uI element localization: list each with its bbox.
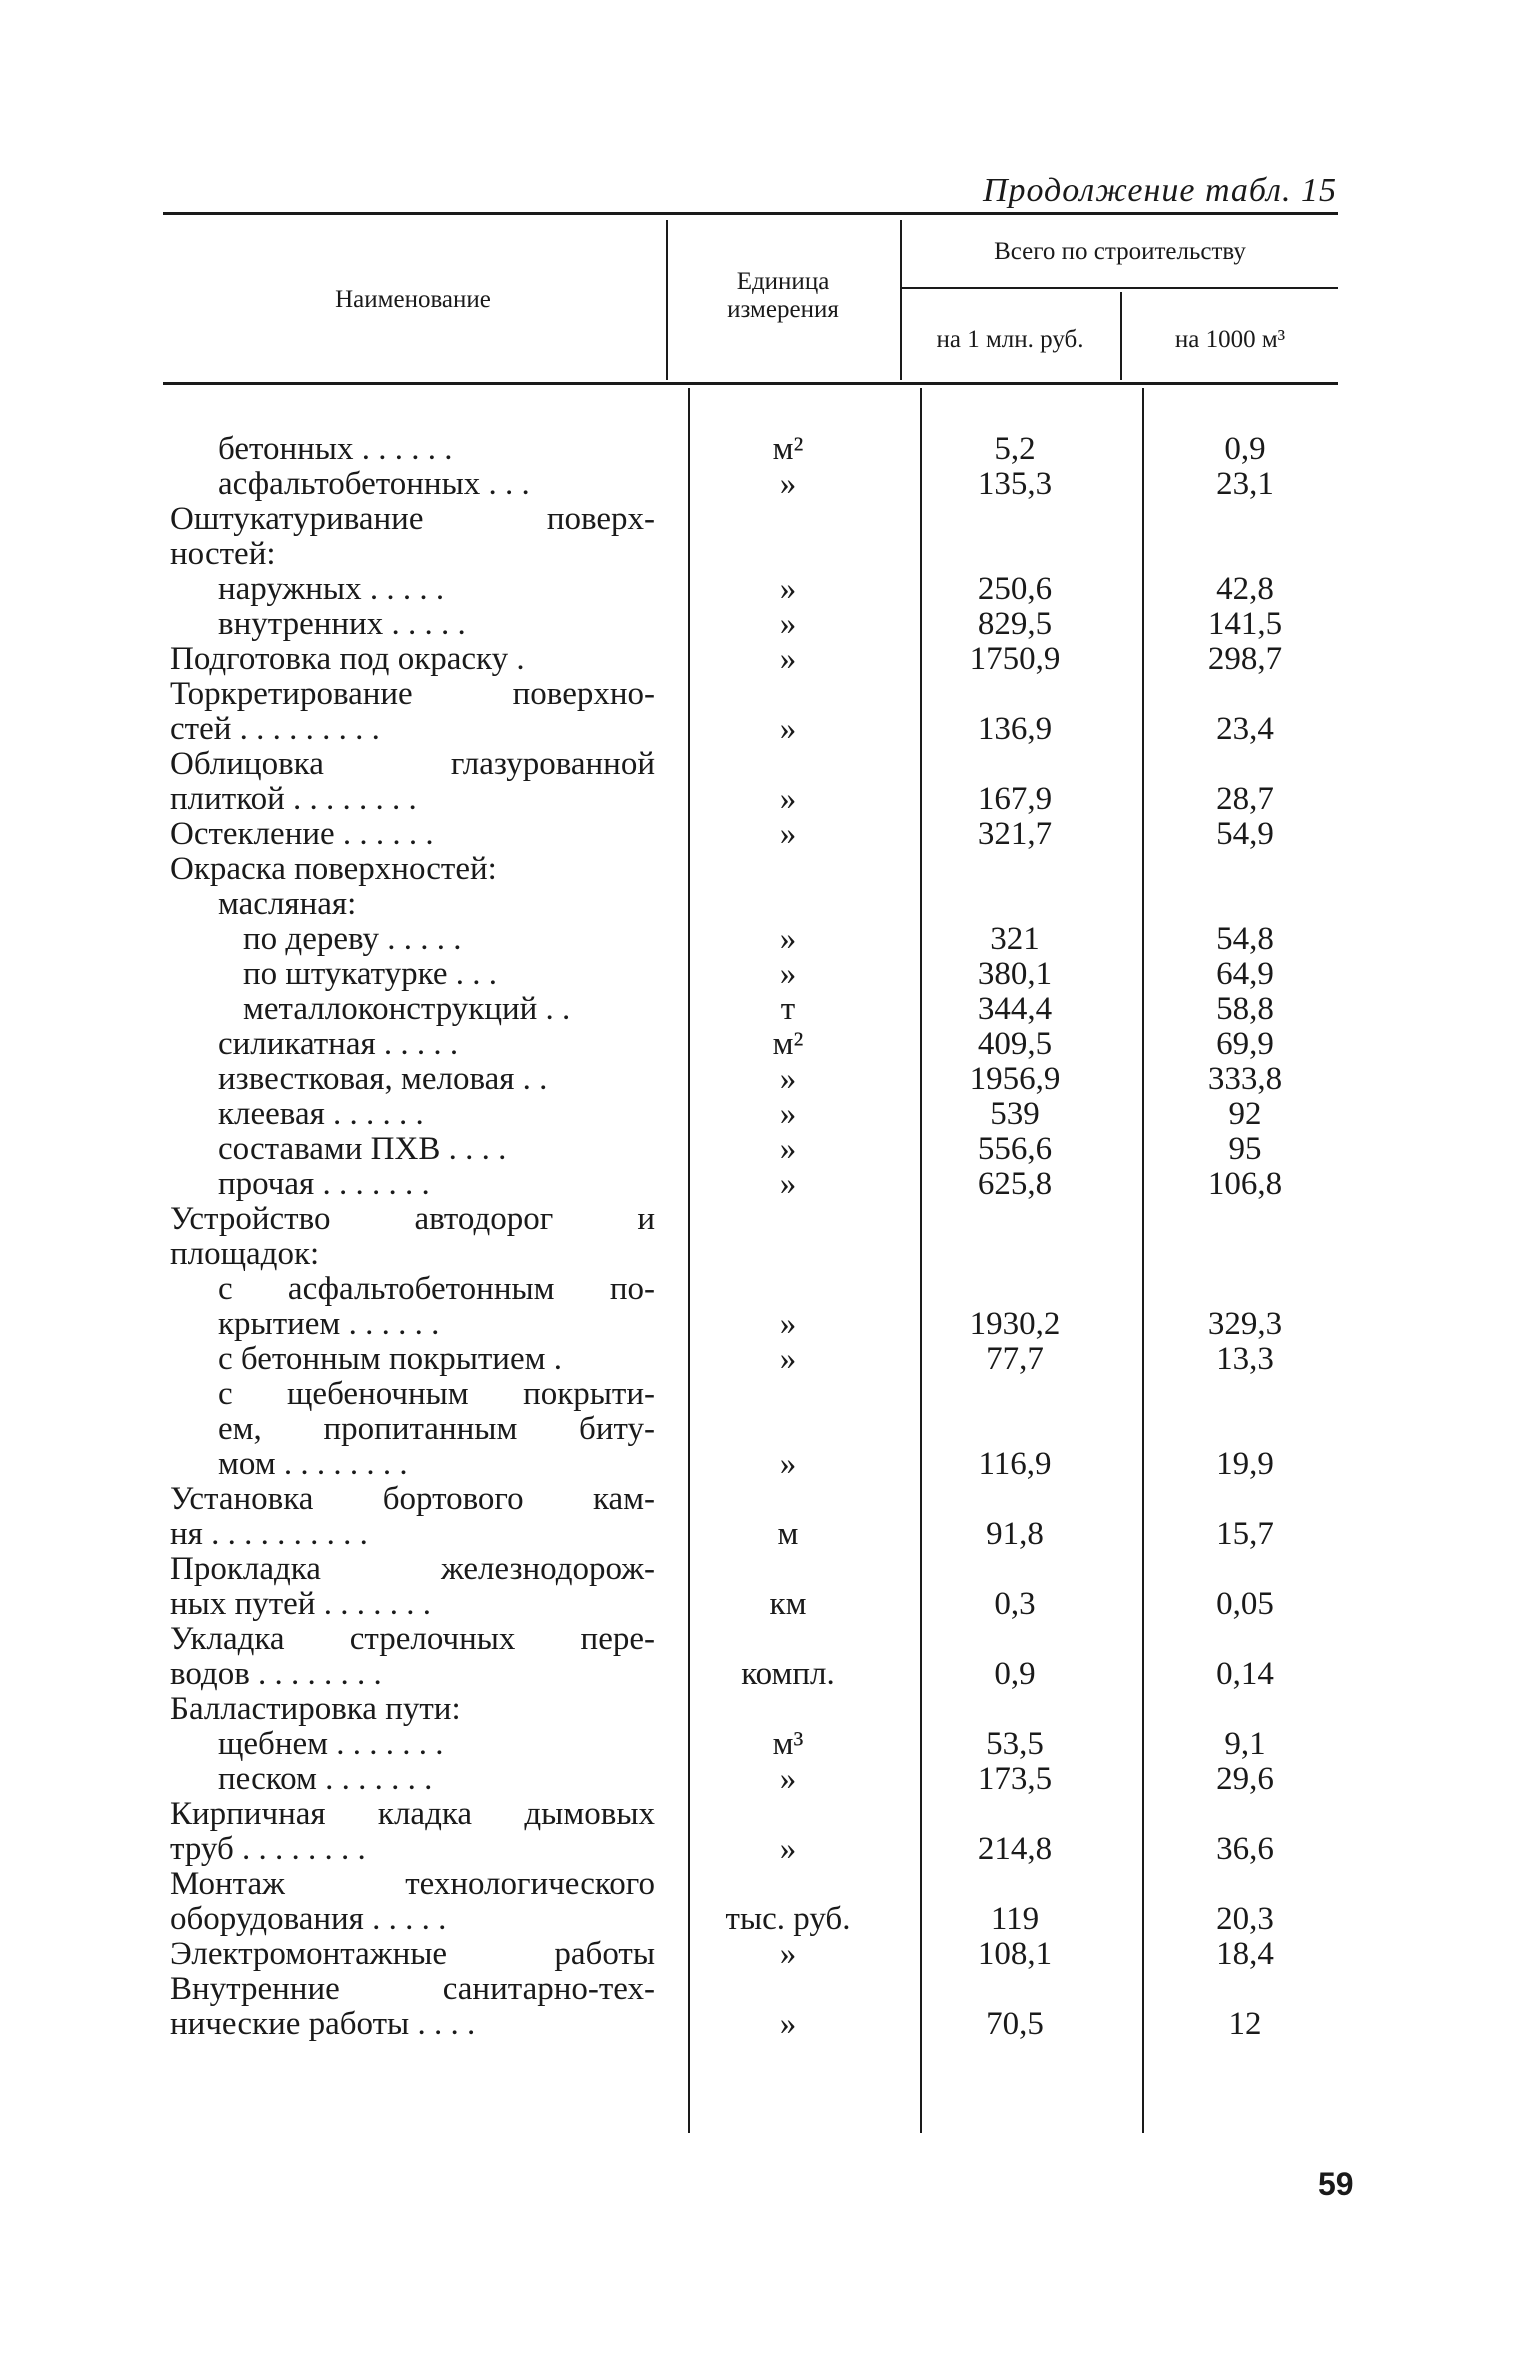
row-value-per-million: 409,5 xyxy=(977,1026,1053,1062)
row-value-per-1000: 19,9 xyxy=(1216,1446,1274,1482)
row-name-text: с щебеночным покрыти- xyxy=(218,1376,655,1412)
row-name-text: мом . . . . . . . . xyxy=(218,1446,408,1482)
row-unit: » xyxy=(779,1061,797,1097)
header-bottom-rule xyxy=(163,382,1338,385)
row-name-text: Установка бортового кам- xyxy=(170,1481,655,1517)
table-row xyxy=(0,1167,1535,1202)
row-name-text: прочая . . . . . . . xyxy=(218,1166,430,1202)
row-name-text: по дереву . . . . . xyxy=(243,921,462,957)
row-value-per-1000: 42,8 xyxy=(1216,571,1274,607)
row-name-text: с бетонным покрытием . xyxy=(218,1341,562,1377)
row-unit: » xyxy=(779,1306,797,1342)
header-unit xyxy=(668,268,898,324)
row-value-per-million: 539 xyxy=(990,1096,1040,1132)
table-row xyxy=(0,1832,1535,1867)
table-row xyxy=(0,537,1535,572)
header-per-1000: на 1000 м³ xyxy=(1174,326,1286,353)
table-row xyxy=(0,1622,1535,1657)
row-value-per-million: 556,6 xyxy=(977,1131,1053,1167)
table-row xyxy=(0,432,1535,467)
row-name-text: водов . . . . . . . . xyxy=(170,1656,382,1692)
row-name-text: Балластировка пути: xyxy=(170,1691,461,1727)
row-value-per-1000: 0,05 xyxy=(1216,1586,1274,1622)
header-unit-line1: Единица xyxy=(736,268,830,295)
table-row xyxy=(0,467,1535,502)
header-per-million: на 1 млн. руб. xyxy=(936,326,1084,353)
row-value-per-million: 214,8 xyxy=(977,1831,1053,1867)
row-name-text: Окраска поверхностей: xyxy=(170,851,497,887)
table-row xyxy=(0,1202,1535,1237)
table-row xyxy=(0,607,1535,642)
row-name-text: стей . . . . . . . . . xyxy=(170,711,380,747)
row-value-per-1000: 29,6 xyxy=(1216,1761,1274,1797)
row-unit: м² xyxy=(772,1026,804,1062)
row-name-text: Устройство автодорог и xyxy=(170,1201,655,1237)
row-name-text: металлоконструкций . . xyxy=(243,991,571,1027)
table-row xyxy=(0,1062,1535,1097)
row-value-per-1000: 92 xyxy=(1228,1096,1262,1132)
row-unit: т xyxy=(780,991,796,1027)
row-name-text: бетонных . . . . . . xyxy=(218,431,453,467)
row-unit: » xyxy=(779,1341,797,1377)
row-value-per-million: 77,7 xyxy=(986,1341,1044,1377)
row-name-text: с асфальтобетонным по- xyxy=(218,1271,655,1307)
row-name-text: площадок: xyxy=(170,1236,320,1272)
table-row xyxy=(0,817,1535,852)
row-name-text: известковая, меловая . . xyxy=(218,1061,548,1097)
row-value-per-million: 250,6 xyxy=(977,571,1053,607)
row-name-text: клеевая . . . . . . xyxy=(218,1096,424,1132)
row-unit: » xyxy=(779,781,797,817)
row-value-per-1000: 36,6 xyxy=(1216,1831,1274,1867)
row-value-per-million: 119 xyxy=(990,1901,1040,1937)
row-unit: » xyxy=(779,1446,797,1482)
row-name-text: щебнем . . . . . . . xyxy=(218,1726,444,1762)
row-unit: » xyxy=(779,1761,797,1797)
table-row xyxy=(0,677,1535,712)
row-name-text: нические работы . . . . xyxy=(170,2006,476,2042)
table-caption: Продолжение табл. 15 xyxy=(982,172,1337,209)
row-unit: км xyxy=(769,1586,807,1622)
table-row xyxy=(0,992,1535,1027)
row-name-text: масляная: xyxy=(218,886,357,922)
header-unit-line2: измерения xyxy=(727,296,839,323)
row-value-per-million: 53,5 xyxy=(986,1726,1044,1762)
table-row xyxy=(0,1377,1535,1412)
row-unit: » xyxy=(779,1131,797,1167)
row-unit: м³ xyxy=(772,1726,804,1762)
row-name-text: по штукатурке . . . xyxy=(243,956,497,992)
table-row xyxy=(0,2007,1535,2042)
table-row xyxy=(0,1342,1535,1377)
row-name-text: составами ПХВ . . . . xyxy=(218,1131,507,1167)
table-row xyxy=(0,957,1535,992)
row-unit: » xyxy=(779,2006,797,2042)
row-value-per-million: 380,1 xyxy=(977,956,1053,992)
row-name-text: оборудования . . . . . xyxy=(170,1901,447,1937)
table-row xyxy=(0,887,1535,922)
table-row xyxy=(0,1797,1535,1832)
table-row xyxy=(0,1132,1535,1167)
row-name-text: Торкретирование поверхно- xyxy=(170,676,655,712)
table-body xyxy=(0,432,1535,2042)
row-unit: » xyxy=(779,1831,797,1867)
row-name-text: Подготовка под окраску . xyxy=(170,641,525,677)
row-value-per-million: 108,1 xyxy=(977,1936,1053,1972)
row-value-per-million: 1930,2 xyxy=(969,1306,1061,1342)
row-value-per-million: 136,9 xyxy=(977,711,1053,747)
table-row xyxy=(0,642,1535,677)
row-name-text: песком . . . . . . . xyxy=(218,1761,433,1797)
row-value-per-million: 321 xyxy=(990,921,1040,957)
row-name-text: Оштукатуривание поверх- xyxy=(170,501,655,537)
table-row xyxy=(0,1237,1535,1272)
row-value-per-1000: 106,8 xyxy=(1207,1166,1283,1202)
table-row xyxy=(0,1727,1535,1762)
table-row xyxy=(0,1307,1535,1342)
table-row xyxy=(0,502,1535,537)
table-row xyxy=(0,1412,1535,1447)
table-top-rule xyxy=(163,212,1338,215)
table-row xyxy=(0,1937,1535,1972)
row-unit: » xyxy=(779,1936,797,1972)
row-value-per-1000: 12 xyxy=(1228,2006,1262,2042)
row-value-per-1000: 18,4 xyxy=(1216,1936,1274,1972)
table-row xyxy=(0,1552,1535,1587)
header-name: Наименование xyxy=(335,286,491,313)
row-unit: тыс. руб. xyxy=(725,1901,851,1937)
row-name-text: Внутренние санитарно-тех- xyxy=(170,1971,655,2007)
row-value-per-1000: 333,8 xyxy=(1207,1061,1283,1097)
row-value-per-million: 116,9 xyxy=(978,1446,1052,1482)
table-row xyxy=(0,1867,1535,1902)
row-unit: » xyxy=(779,1096,797,1132)
row-name-text: плиткой . . . . . . . . xyxy=(170,781,417,817)
table-row xyxy=(0,572,1535,607)
row-value-per-million: 5,2 xyxy=(994,431,1036,467)
row-name-text: ем, пропитанным биту- xyxy=(218,1411,655,1447)
row-name-text: ня . . . . . . . . . . xyxy=(170,1516,368,1552)
row-value-per-1000: 28,7 xyxy=(1216,781,1274,817)
row-value-per-1000: 15,7 xyxy=(1216,1516,1274,1552)
row-unit: компл. xyxy=(741,1656,835,1692)
row-value-per-1000: 0,14 xyxy=(1216,1656,1274,1692)
row-value-per-1000: 23,4 xyxy=(1216,711,1274,747)
header-total-group: Всего по строительству xyxy=(994,238,1246,265)
row-name-text: ностей: xyxy=(170,536,276,572)
row-name-text: Остекление . . . . . . xyxy=(170,816,434,852)
row-value-per-1000: 64,9 xyxy=(1216,956,1274,992)
table-row xyxy=(0,1447,1535,1482)
row-value-per-million: 1956,9 xyxy=(969,1061,1061,1097)
row-value-per-million: 344,4 xyxy=(977,991,1053,1027)
row-unit: м xyxy=(777,1516,799,1552)
row-unit: » xyxy=(779,921,797,957)
row-value-per-1000: 20,3 xyxy=(1216,1901,1274,1937)
row-value-per-million: 625,8 xyxy=(977,1166,1053,1202)
row-value-per-million: 0,9 xyxy=(994,1656,1036,1692)
row-name-text: Прокладка железнодорож- xyxy=(170,1551,655,1587)
row-unit: » xyxy=(779,641,797,677)
row-value-per-million: 829,5 xyxy=(977,606,1053,642)
table-row xyxy=(0,1762,1535,1797)
table-row xyxy=(0,922,1535,957)
table-row xyxy=(0,1902,1535,1937)
row-name-text: асфальтобетонных . . . xyxy=(218,466,530,502)
row-value-per-million: 1750,9 xyxy=(969,641,1061,677)
row-unit: м² xyxy=(772,431,804,467)
row-name-text: крытием . . . . . . xyxy=(218,1306,440,1342)
row-unit: » xyxy=(779,711,797,747)
row-unit: » xyxy=(779,606,797,642)
row-value-per-million: 167,9 xyxy=(977,781,1053,817)
row-unit: » xyxy=(779,466,797,502)
row-unit: » xyxy=(779,956,797,992)
row-value-per-million: 0,3 xyxy=(994,1586,1036,1622)
row-name-text: Электромонтажные работы xyxy=(170,1936,655,1972)
row-value-per-1000: 69,9 xyxy=(1216,1026,1274,1062)
row-value-per-1000: 298,7 xyxy=(1207,641,1283,677)
table-row xyxy=(0,1027,1535,1062)
row-value-per-million: 70,5 xyxy=(986,2006,1044,2042)
row-name-text: труб . . . . . . . . xyxy=(170,1831,366,1867)
row-value-per-million: 321,7 xyxy=(977,816,1053,852)
table-row xyxy=(0,852,1535,887)
row-name-text: наружных . . . . . xyxy=(218,571,445,607)
row-name-text: силикатная . . . . . xyxy=(218,1026,459,1062)
row-value-per-1000: 329,3 xyxy=(1207,1306,1283,1342)
row-value-per-million: 173,5 xyxy=(977,1761,1053,1797)
row-value-per-1000: 9,1 xyxy=(1224,1726,1266,1762)
row-name-text: Кирпичная кладка дымовых xyxy=(170,1796,655,1832)
row-unit: » xyxy=(779,816,797,852)
table-row xyxy=(0,1972,1535,2007)
table-row xyxy=(0,1517,1535,1552)
table-row xyxy=(0,782,1535,817)
table-row xyxy=(0,1097,1535,1132)
row-name-text: Укладка стрелочных пере- xyxy=(170,1621,655,1657)
row-value-per-1000: 0,9 xyxy=(1224,431,1266,467)
table-row xyxy=(0,747,1535,782)
row-name-text: внутренних . . . . . xyxy=(218,606,466,642)
row-value-per-1000: 13,3 xyxy=(1216,1341,1274,1377)
page-number: 59 xyxy=(1318,2166,1354,2202)
row-value-per-1000: 95 xyxy=(1228,1131,1262,1167)
table-row xyxy=(0,1482,1535,1517)
row-value-per-1000: 54,8 xyxy=(1216,921,1274,957)
row-unit: » xyxy=(779,571,797,607)
row-value-per-million: 91,8 xyxy=(986,1516,1044,1552)
row-value-per-1000: 23,1 xyxy=(1216,466,1274,502)
table-row xyxy=(0,1692,1535,1727)
row-name-text: Облицовка глазурованной xyxy=(170,746,655,782)
table-row xyxy=(0,1272,1535,1307)
table-row xyxy=(0,712,1535,747)
row-value-per-1000: 54,9 xyxy=(1216,816,1274,852)
table-row xyxy=(0,1657,1535,1692)
row-unit: » xyxy=(779,1166,797,1202)
row-name-text: Монтаж технологического xyxy=(170,1866,655,1902)
row-value-per-1000: 58,8 xyxy=(1216,991,1274,1027)
subheader-rule xyxy=(900,287,1338,289)
table-row xyxy=(0,1587,1535,1622)
row-value-per-million: 135,3 xyxy=(977,466,1053,502)
row-value-per-1000: 141,5 xyxy=(1207,606,1283,642)
row-name-text: ных путей . . . . . . . xyxy=(170,1586,431,1622)
